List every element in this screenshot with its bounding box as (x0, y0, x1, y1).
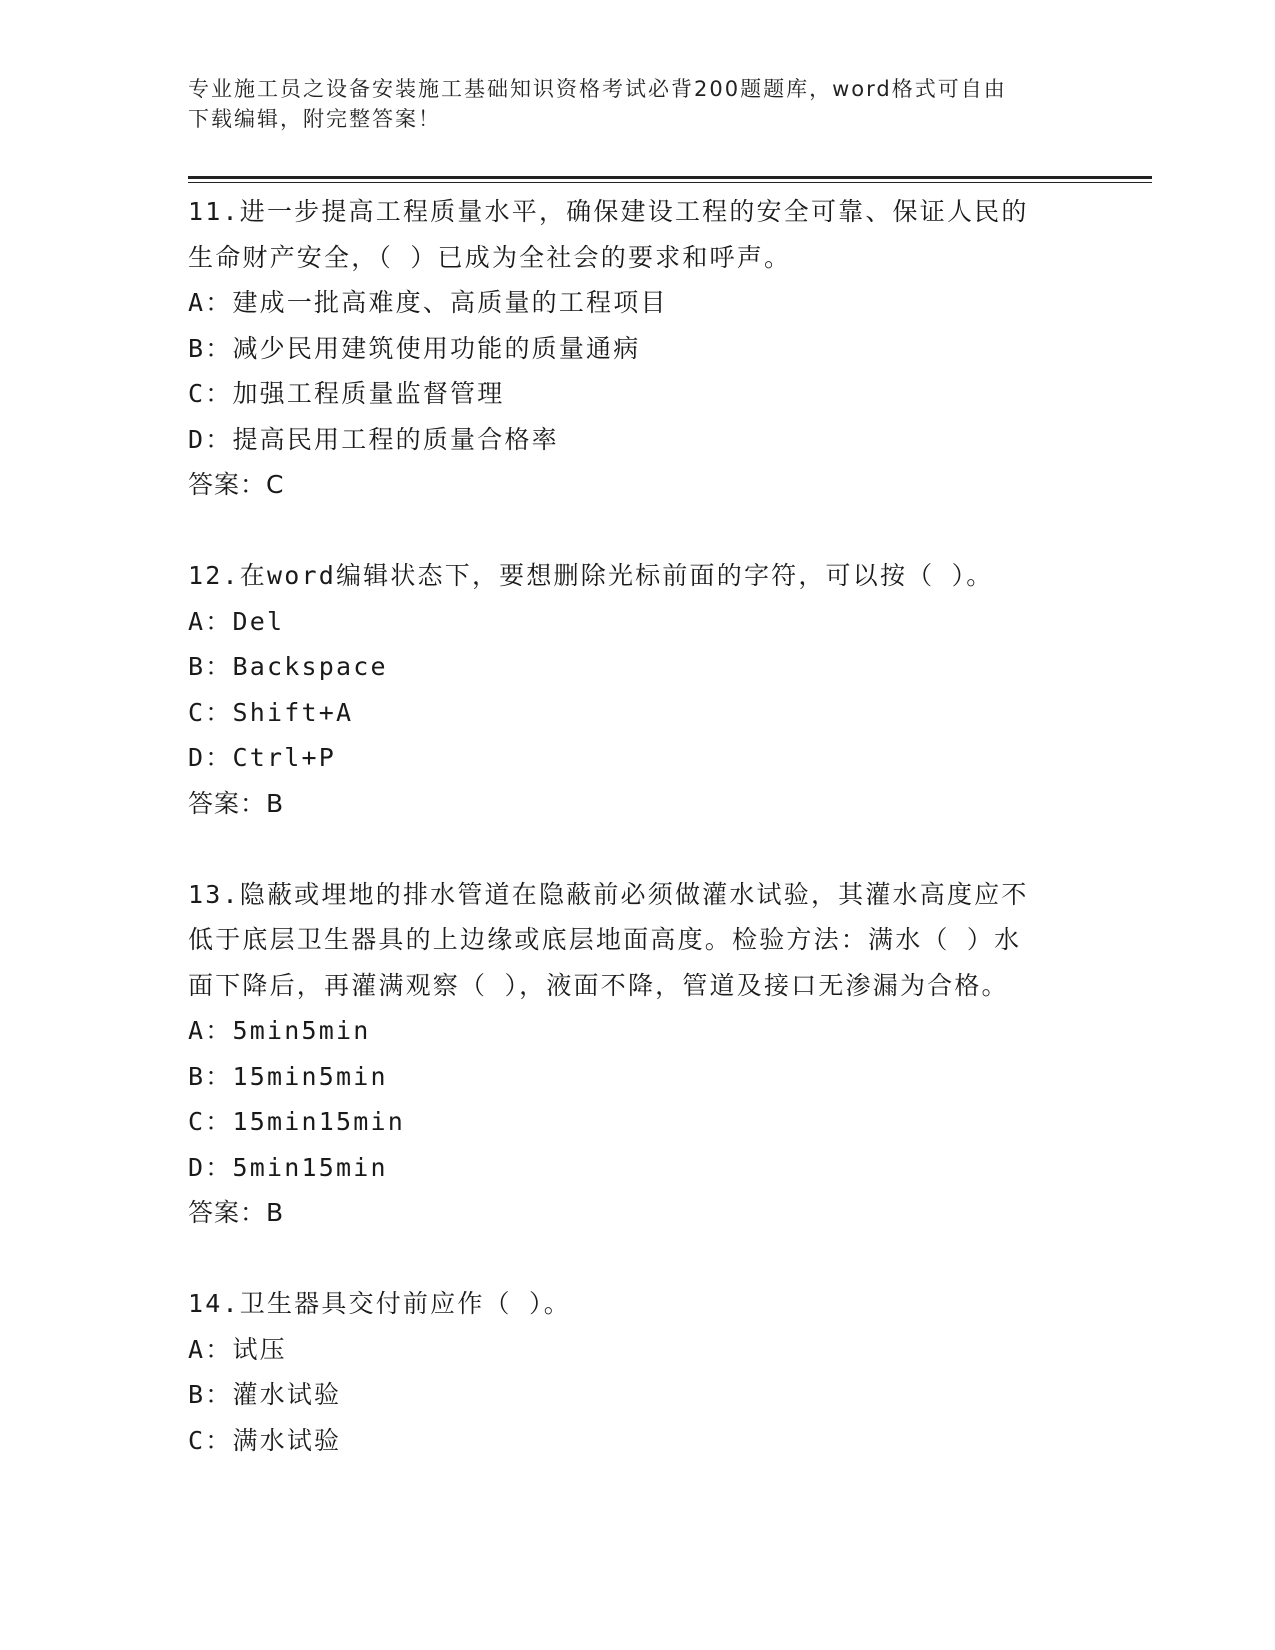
option-c: C：15min15min (188, 1107, 405, 1136)
answer-line: 答案：B (188, 1198, 285, 1227)
question-11 (188, 189, 1088, 508)
option-c: C：满水试验 (188, 1425, 342, 1455)
option-a: A：试压 (188, 1334, 287, 1364)
question-spacer (188, 1236, 1088, 1282)
option-d: D：Ctrl+P (188, 743, 336, 772)
option-a: A：5min5min (188, 1016, 371, 1045)
option-a: A：建成一批高难度、高质量的工程项目 (188, 288, 668, 317)
option-d: D：提高民用工程的质量合格率 (188, 424, 559, 454)
question-14 (188, 1281, 1088, 1463)
question-stem-line: 13.隐蔽或埋地的排水管道在隐蔽前必须做灌水试验，其灌水高度应不 (188, 879, 1029, 909)
option-c: C：Shift+A (188, 697, 354, 727)
question-stem-line: 生命财产安全，（ ）已成为全社会的要求和呼声。 (188, 242, 792, 272)
option-b: B：减少民用建筑使用功能的质量通病 (188, 333, 641, 363)
question-stem-line: 11.进一步提高工程质量水平，确保建设工程的安全可靠、保证人民的 (188, 197, 1029, 226)
header-divider-thin (188, 182, 1152, 183)
answer-line: 答案：C (188, 470, 285, 499)
option-d: D：5min15min (188, 1152, 388, 1182)
option-c: C：加强工程质量监督管理 (188, 379, 505, 408)
question-list (188, 189, 1088, 1463)
answer-line: 答案：B (188, 788, 285, 818)
header-title-line-2: 下载编辑，附完整答案！ (188, 107, 441, 131)
question-spacer (188, 826, 1088, 872)
option-a: A：Del (188, 606, 285, 636)
question-stem-line: 12.在word编辑状态下，要想删除光标前面的字符，可以按（ ）。 (188, 561, 994, 590)
question-13 (188, 872, 1088, 1236)
option-b: B：15min5min (188, 1061, 388, 1091)
header-divider-thick (188, 176, 1152, 179)
option-b: B：Backspace (188, 652, 388, 681)
question-stem-line: 面下降后，再灌满观察（ ），液面不降，管道及接口无渗漏为合格。 (188, 970, 1009, 1000)
question-spacer (188, 508, 1088, 554)
question-12 (188, 553, 1088, 826)
document-header (188, 74, 1068, 134)
option-b: B：灌水试验 (188, 1380, 342, 1409)
question-stem-line: 低于底层卫生器具的上边缘或底层地面高度。检验方法：满水（ ）水 (188, 925, 1022, 954)
header-title-line-1: 专业施工员之设备安装施工基础知识资格考试必背200题题库，word格式可自由 (188, 77, 1007, 101)
question-stem-line: 14.卫生器具交付前应作（ ）。 (188, 1289, 571, 1318)
